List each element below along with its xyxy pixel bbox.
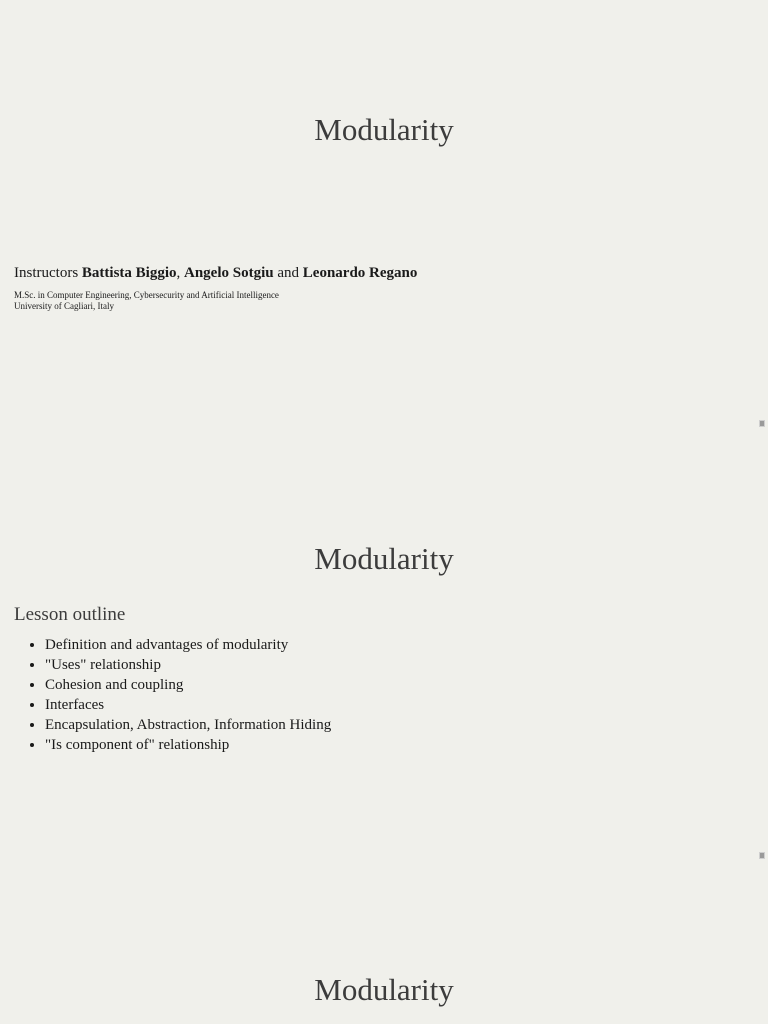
instructor-name: Leonardo Regano <box>302 265 418 281</box>
slide-2 <box>0 432 768 864</box>
slide-title: Modularity <box>314 112 454 147</box>
outline-item: • "Is component of" relationship <box>45 735 331 755</box>
instructor-name: Angelo Sotgiu <box>184 265 274 281</box>
page-marker-icon <box>759 420 765 427</box>
outline-item: • Interfaces <box>45 695 331 715</box>
outline-list <box>14 635 331 755</box>
outline-heading: Lesson outline <box>14 604 126 625</box>
affiliation <box>14 290 279 312</box>
outline-item: • Definition and advantages of modularity <box>45 635 331 655</box>
slide-title: Modularity <box>314 541 454 576</box>
instructors-line <box>14 264 417 282</box>
university-name: University of Cagliari, Italy <box>14 301 114 311</box>
outline-item: • Encapsulation, Abstraction, Information Hiding <box>45 715 331 735</box>
slide-1 <box>0 0 768 432</box>
instructor-name: Battista Biggio <box>81 265 177 281</box>
slide-title: Modularity <box>314 972 454 1007</box>
program-name: M.Sc. in Computer Engineering, Cybersecurity and Artificial Intelligence <box>14 290 279 300</box>
instructors-separator: , <box>176 265 181 281</box>
instructors-conjunction: and <box>277 265 300 281</box>
page-marker-icon <box>759 852 765 859</box>
outline-item: • Cohesion and coupling <box>45 675 331 695</box>
instructors-prefix: Instructors <box>14 265 79 281</box>
slide-3 <box>0 864 768 1024</box>
outline-item: • "Uses" relationship <box>45 655 331 675</box>
